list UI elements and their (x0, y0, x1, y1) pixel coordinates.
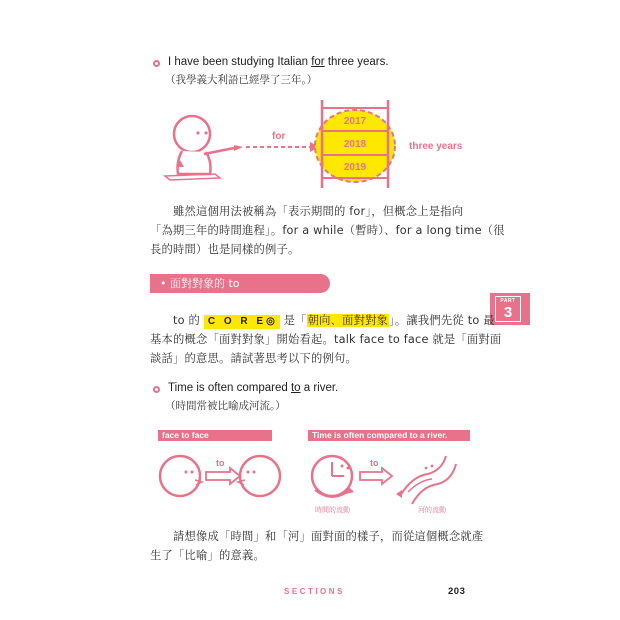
arrow-right-icon (206, 468, 240, 484)
paragraph-line: 基本的概念「面對對象」開始看起。talk face to face 就是「面對面 (150, 333, 502, 346)
footer-section-label: SECTIONS (284, 587, 345, 596)
face-to-face-illustration (150, 446, 470, 526)
paragraph-line: 長的時間）也是同樣的例子。 (150, 243, 300, 256)
sentence-text: I have been studying Italian (168, 56, 312, 68)
paragraph-line: 談話」的意思。請試著思考以下的例句。 (150, 352, 357, 365)
clock-caption: 時間的流動 (315, 506, 350, 514)
keyword-to: to (290, 382, 301, 394)
sentence-text: three years. (324, 56, 389, 68)
paragraph-line: 生了「比喻」的意義。 (150, 549, 265, 562)
core-mid: 是「 (279, 314, 307, 327)
core-prefix: to 的 (173, 314, 204, 327)
example-sentence-1 (168, 56, 389, 68)
face-to-face-label: face to face (158, 430, 272, 441)
core-label: C O R E (207, 316, 267, 327)
example-bullet-icon (153, 386, 160, 393)
for-arrow-label: for (272, 131, 286, 142)
arrow-right-icon (360, 468, 392, 484)
keyword-for: for (311, 56, 325, 68)
duration-label: three years (409, 141, 463, 152)
core-symbol-icon: ◎ (266, 316, 278, 327)
face-icon (160, 456, 202, 496)
comparison-label: Time is often compared to a river. (308, 430, 470, 441)
for-duration-illustration (150, 96, 480, 192)
page-number: 203 (448, 586, 466, 597)
core-suffix: 」。讓我們先從 to 最 (389, 314, 495, 327)
core-line (173, 312, 495, 329)
paragraph-line: 請想像成「時間」和「河」面對面的樣子，而從這個概念就產 (173, 530, 484, 543)
sentence-text: Time is often compared (168, 382, 291, 394)
example-bullet-icon (153, 60, 160, 67)
example-translation-1: （我學義大利語已經學了三年。） (165, 74, 318, 86)
example-translation-2: （時間常被比喻成河流。） (165, 400, 286, 412)
river-icon (396, 456, 456, 504)
to-label: to (216, 458, 225, 468)
part-badge (495, 296, 521, 322)
year-label: 2018 (343, 139, 367, 150)
person-pointing-icon (165, 116, 243, 180)
section-bullet-icon: • (160, 277, 167, 290)
part-word: PART (500, 298, 516, 304)
section-heading (150, 274, 330, 293)
section-title: 面對對象的 to (170, 277, 240, 290)
face-icon (238, 456, 280, 496)
part-number: 3 (503, 304, 513, 321)
sentence-text: a river. (300, 382, 339, 394)
river-caption: 河的流動 (418, 506, 446, 514)
paragraph-line: 「為期三年的時間進程」。for a while（暫時）、for a long time（很 (150, 224, 505, 237)
to-label: to (370, 458, 379, 468)
core-highlight: 朝向、面對對象 (307, 314, 389, 327)
example-sentence-2 (168, 382, 338, 394)
paragraph-line: 雖然這個用法被稱為「表示期間的 for」，但概念上是指向 (173, 205, 464, 218)
year-label: 2017 (343, 116, 367, 127)
year-label: 2019 (343, 162, 367, 173)
dashed-arrow-icon (246, 142, 319, 152)
part-tab (490, 293, 530, 325)
core-badge (204, 315, 280, 329)
clock-icon (312, 456, 354, 497)
